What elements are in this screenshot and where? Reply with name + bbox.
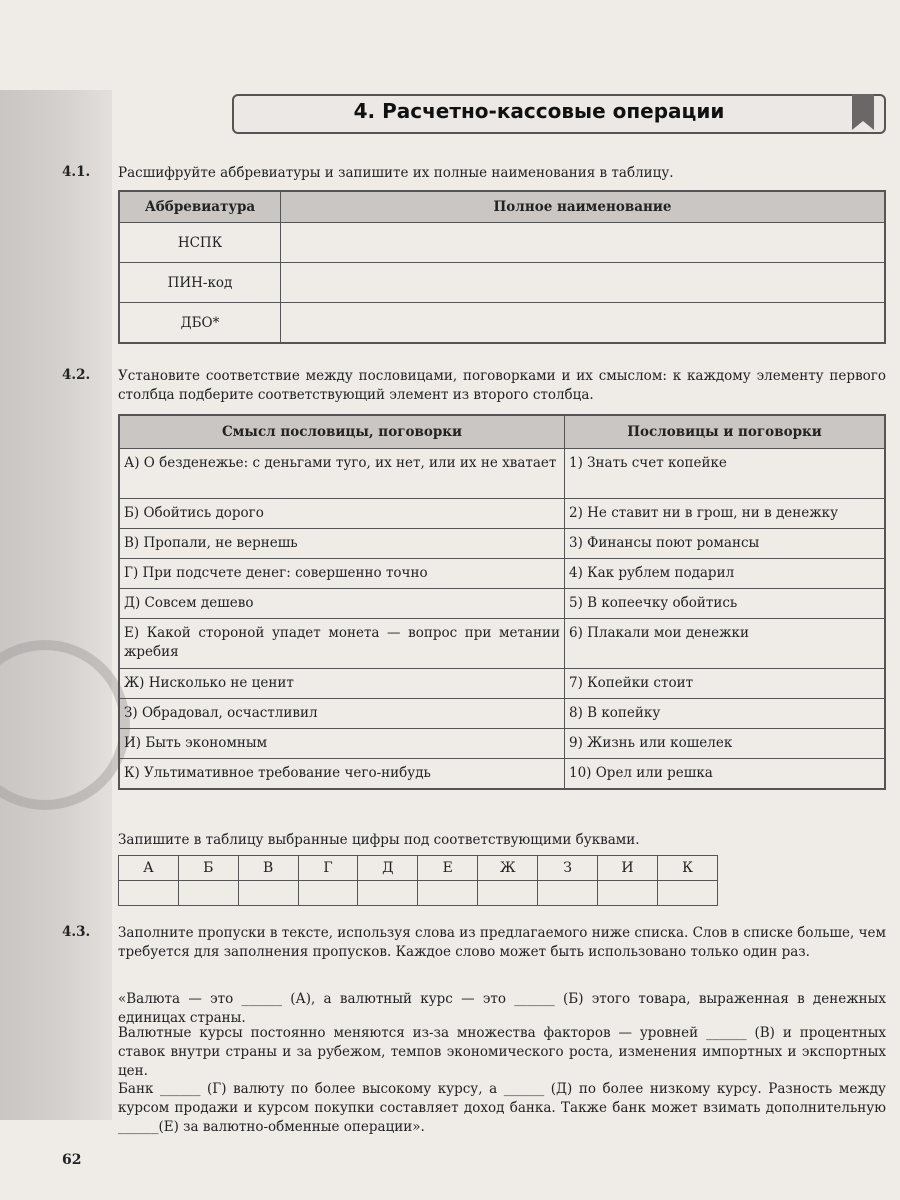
table-row [119,303,885,344]
meaning-cell: К) Ультимативное требование чего-нибудь [119,759,565,790]
letter-cell: Б [178,856,238,881]
section-title: 4. Расчетно-кассовые операции [353,99,725,123]
answer-cell[interactable] [281,263,886,303]
table-row [119,699,885,729]
answer-cell[interactable] [418,881,478,906]
column-header-abbreviation: Аббревиатура [119,191,281,223]
proverb-cell: 10) Орел или решка [565,759,886,790]
proverb-cell: 6) Плакали мои денежки [565,619,886,669]
answers-row [119,881,718,906]
answer-cell[interactable] [538,881,598,906]
page-number: 62 [62,1152,82,1168]
proverb-cell: 4) Как рублем подарил [565,559,886,589]
answer-cell[interactable] [238,881,298,906]
letter-cell: Д [358,856,418,881]
task-instruction: Заполните пропуски в тексте, используя слова из предлагаемого ниже списка. Слов в списке больше, чем требуется для заполнения пропусков. Каждое слово может быть использовано только один раз. [118,925,886,960]
proverb-cell: 9) Жизнь или кошелек [565,729,886,759]
meaning-cell: А) О безденежье: с деньгами туго, их нет, или их не хватает [119,449,565,499]
column-header-meaning: Смысл пословицы, поговорки [119,415,565,449]
table-row [119,759,885,790]
letter-cell: К [658,856,718,881]
answer-instruction: Запишите в таблицу выбранные цифры под соответствующими буквами. [118,832,640,848]
table-row [119,589,885,619]
answer-cell[interactable] [298,881,358,906]
letter-cell: В [238,856,298,881]
answer-letter-table [118,855,718,906]
meaning-cell: Ж) Нисколько не ценит [119,669,565,699]
letter-cell: А [119,856,179,881]
answer-cell[interactable] [658,881,718,906]
meaning-cell: Г) При подсчете денег: совершенно точно [119,559,565,589]
task-instruction: Расшифруйте аббревиатуры и запишите их полные наименования в таблицу. [118,165,674,181]
task-number: 4.1. [62,164,91,180]
task-number: 4.2. [62,367,91,383]
abbreviation-table [118,190,886,344]
paragraph: Банк ______ (Г) валюту по более высокому курсу, а ______ (Д) по более низкому курсу. Разность между курсом продажи и курсом покупки составляет доход банка. Также банк может взимать дополнительную ______(Е) за валютно-обменные операции». [118,1081,886,1135]
table-row [119,559,885,589]
paragraph: Валютные курсы постоянно меняются из-за множества факторов — уровней ______ (В) и процентных ставок внутри страны и за рубежом, темпов экономического роста, изменения импортных и экспортных цен. [118,1025,886,1079]
proverb-cell: 8) В копейку [565,699,886,729]
answer-cell[interactable] [178,881,238,906]
answer-cell[interactable] [478,881,538,906]
decorative-sidebar-image [0,90,112,1120]
table-row [119,619,885,669]
matching-table [118,414,886,790]
letter-cell: И [598,856,658,881]
proverb-cell: 2) Не ставит ни в грош, ни в денежку [565,499,886,529]
meaning-cell: Д) Совсем дешево [119,589,565,619]
letter-cell: Г [298,856,358,881]
meaning-cell: З) Обрадовал, осчастливил [119,699,565,729]
abbreviation-cell: ПИН-код [119,263,281,303]
table-row [119,449,885,499]
table-row [119,729,885,759]
answer-cell[interactable] [358,881,418,906]
letters-row [119,856,718,881]
meaning-cell: Е) Какой стороной упадет монета — вопрос при метании жребия [119,619,565,669]
column-header-full-name: Полное наименование [281,191,886,223]
proverb-cell: 3) Финансы поют романсы [565,529,886,559]
letter-cell: Ж [478,856,538,881]
abbreviation-cell: НСПК [119,223,281,263]
task-instruction: Установите соответствие между пословицами, поговорками и их смыслом: к каждому элементу первого столбца подберите соответствующий элемент из второго столбца. [118,368,886,403]
answer-cell[interactable] [119,881,179,906]
answer-cell[interactable] [598,881,658,906]
table-row [119,669,885,699]
task-number: 4.3. [62,924,91,940]
answer-cell[interactable] [281,303,886,344]
table-row [119,499,885,529]
letter-cell: Е [418,856,478,881]
proverb-cell: 7) Копейки стоит [565,669,886,699]
meaning-cell: И) Быть экономным [119,729,565,759]
paragraph: «Валюта — это ______ (А), а валютный курс — это ______ (Б) этого товара, выраженная в денежных единицах страны. [118,991,886,1026]
table-row [119,223,885,263]
section-header [232,94,886,134]
proverb-cell: 1) Знать счет копейке [565,449,886,499]
bookmark-icon [852,94,874,130]
letter-cell: З [538,856,598,881]
abbreviation-cell: ДБО* [119,303,281,344]
answer-cell[interactable] [281,223,886,263]
meaning-cell: В) Пропали, не вернешь [119,529,565,559]
table-row [119,529,885,559]
table-row [119,263,885,303]
meaning-cell: Б) Обойтись дорого [119,499,565,529]
proverb-cell: 5) В копеечку обойтись [565,589,886,619]
column-header-proverb: Пословицы и поговорки [565,415,886,449]
